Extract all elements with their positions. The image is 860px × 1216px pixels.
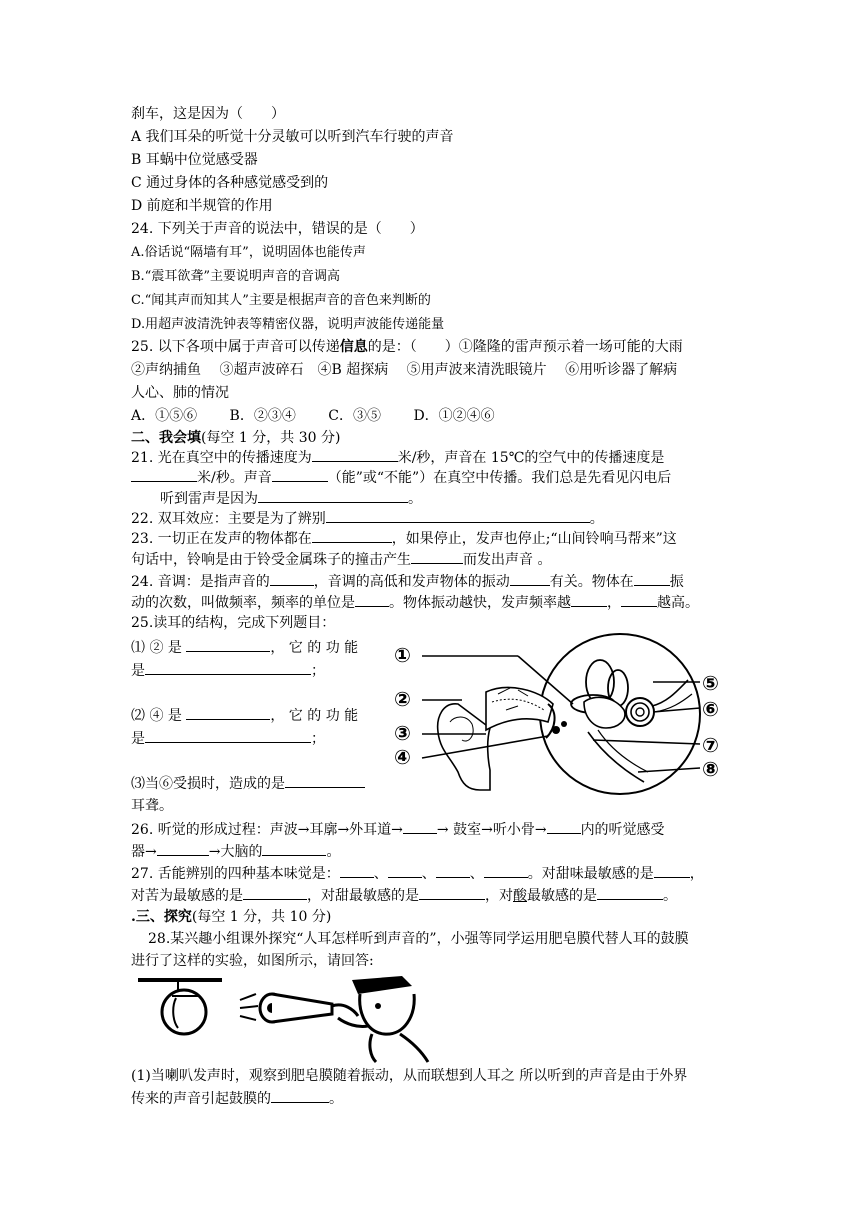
fill-24-line1: 24. 音调：是指声音的 ，音调的高低和发声物体的振动 有关。物体在 振	[131, 571, 684, 592]
q23-option-c: C 通过身体的各种感觉感受到的	[131, 175, 329, 191]
blank[interactable]	[243, 885, 307, 900]
fill-25-title: 25.读耳的结构，完成下列题目：	[131, 615, 336, 631]
section2-heading: 二、我会填(每空 1 分，共 30 分)	[131, 430, 341, 446]
section3-heading: .三、探究(每空 1 分，共 10 分)	[131, 909, 332, 925]
q23-option-a: A 我们耳朵的听觉十分灵敏可以听到汽车行驶的声音	[131, 129, 454, 145]
blank[interactable]	[272, 467, 328, 482]
q28-sub1-line1: (1)当喇叭发声时，观察到肥皂膜随着振动，从而联想到人耳之 所以听到的声音是由于外界	[131, 1068, 688, 1084]
blank[interactable]	[145, 660, 311, 675]
q24-option-d: D.用超声波清洗钟表等精密仪器，说明声波能传递能量	[131, 317, 445, 332]
blank[interactable]	[436, 863, 470, 878]
fill-26-line1: 26. 听觉的形成过程：声波→耳廓→外耳道→ → 鼓室→听小骨→ 内的听觉感受	[131, 819, 665, 840]
blank[interactable]	[145, 728, 311, 743]
ear-structure-diagram	[388, 632, 748, 797]
fill-22: 22. 双耳效应：主要是为了辨别 。	[131, 508, 604, 529]
blank[interactable]	[510, 571, 550, 586]
blank[interactable]	[419, 885, 485, 900]
person-cap	[352, 976, 412, 994]
fill-25-3-line1: ⑶当⑥受损时，造成的是	[131, 773, 365, 794]
blank[interactable]	[258, 488, 408, 503]
q25-question: 25. 以下各项中属于声音可以传递信息的是：（ ）①隆隆的雷声预示着一场可能的大雨	[131, 339, 683, 355]
q24-option-a: A.俗话说“隔墙有耳”，说明固体也能传声	[131, 245, 366, 260]
blank[interactable]	[388, 863, 422, 878]
blank[interactable]	[186, 705, 270, 720]
fill-25-2-line1: ⑵ ④ 是 ， 它 的 功 能	[131, 705, 358, 726]
blank[interactable]	[634, 571, 670, 586]
q25-line3: 人心、肺的情况	[131, 385, 229, 401]
blank[interactable]	[654, 863, 690, 878]
blank[interactable]	[285, 773, 365, 788]
fill-21-line2: 米/秒。声音 （能”或“不能”）在真空中传播。我们总是先看见闪电后	[131, 467, 671, 488]
fill-23-line2: 句话中，铃响是由于铃受金属珠子的撞击产生 而发出声音 。	[131, 549, 551, 570]
ear-label-1: ①	[394, 643, 411, 667]
q23-option-b: B 耳蜗中位觉感受器	[131, 152, 258, 168]
ear-label-3: ③	[394, 721, 411, 745]
q25-options: A．①⑤⑥ B．②③④ C．③⑤ D．①②④⑥	[131, 408, 495, 424]
blank[interactable]	[262, 841, 326, 856]
fill-25-1-line2: 是 ；	[131, 660, 325, 681]
q24-option-b: B.“震耳欲聋”主要说明声音的音调高	[131, 269, 340, 284]
fill-24-line2: 动的次数，叫做频率，频率的单位是 。物体振动越快，发声频率越 ， 越高。	[131, 592, 699, 613]
blank[interactable]	[340, 863, 374, 878]
blank[interactable]	[411, 549, 463, 564]
ear-label-5: ⑤	[702, 671, 719, 695]
blank[interactable]	[186, 637, 270, 652]
fill-27-line2: 对苦为最敏感的是 ，对甜最敏感的是 ，对酸最敏感的是 。	[131, 885, 677, 906]
blank[interactable]	[270, 571, 314, 586]
fill-25-1-line1: ⑴ ② 是 ， 它 的 功 能	[131, 637, 358, 658]
blank[interactable]	[131, 467, 197, 482]
q24-option-c: C.“闻其声而知其人”主要是根据声音的音色来判断的	[131, 293, 431, 308]
blank[interactable]	[571, 592, 607, 607]
blank[interactable]	[157, 841, 209, 856]
fill-25-3-line2: 耳聋。	[131, 798, 173, 814]
fill-27-line1: 27. 舌能辨别的四种基本味觉是： 、 、 、 。对甜味最敏感的是 ，	[131, 863, 704, 884]
blank[interactable]	[484, 863, 528, 878]
blank[interactable]	[312, 528, 392, 543]
ear-label-8: ⑧	[702, 757, 719, 781]
person-head	[360, 994, 415, 1034]
blank[interactable]	[312, 447, 398, 462]
fill-21-line3: 听到雷声是因为 。	[160, 488, 422, 509]
q25-keyword: 信息	[339, 339, 368, 355]
blank[interactable]	[403, 819, 437, 834]
fill-25-2-line2: 是 ；	[131, 728, 325, 749]
blank[interactable]	[621, 592, 657, 607]
q23-continuation: 刹车，这是因为（ ）	[131, 106, 285, 122]
q28-sub1-line2: 传来的声音引起鼓膜的 。	[131, 1088, 343, 1109]
ear-label-7: ⑦	[702, 733, 719, 757]
q28-line2: 进行了这样的实验，如图所示，请回答:	[131, 953, 374, 969]
blank[interactable]	[271, 1088, 329, 1103]
q24-question: 24. 下列关于声音的说法中，错误的是（ ）	[131, 221, 424, 237]
fill-21-line1: 21. 光在真空中的传播速度为 米/秒，声音在 15℃的空气中的传播速度是	[131, 447, 664, 468]
q23-option-d: D 前庭和半规管的作用	[131, 198, 273, 214]
blank[interactable]	[326, 508, 590, 523]
soap-film-experiment-figure	[132, 972, 442, 1064]
blank[interactable]	[547, 819, 581, 834]
q25-line2: ②声纳捕鱼 ③超声波碎石 ④B 超探病 ⑤用声波来清洗眼镜片 ⑥用听诊器了解病	[131, 362, 678, 378]
ear-label-6: ⑥	[702, 697, 719, 721]
q28-line1: 28.某兴趣小组课外探究“人耳怎样听到声音的”，小强等同学运用肥皂膜代替人耳的鼓膜	[148, 931, 689, 947]
fill-26-line2: 器→ →大脑的 。	[131, 841, 340, 862]
ear-label-4: ④	[394, 745, 411, 769]
blank[interactable]	[597, 885, 663, 900]
blank[interactable]	[355, 592, 389, 607]
ear-label-2: ②	[394, 687, 411, 711]
fill-23-line1: 23. 一切正在发声的物体都在 ，如果停止，发声也停止;“山间铃响马帮来”这	[131, 528, 677, 549]
